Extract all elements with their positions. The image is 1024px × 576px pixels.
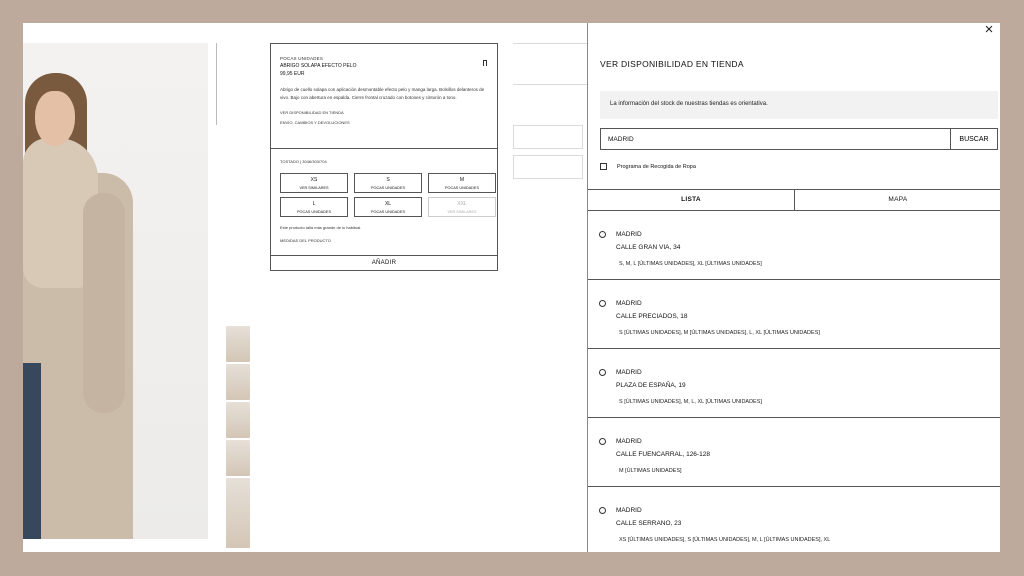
store-address: CALLE GRAN VIA, 34 bbox=[616, 244, 681, 251]
view-tabs bbox=[588, 189, 1000, 211]
store-item[interactable] bbox=[588, 418, 1000, 487]
product-measures-link[interactable]: MEDIDAS DEL PRODUCTO bbox=[280, 238, 331, 243]
size-option[interactable]: S POCAS UNIDADES bbox=[354, 173, 422, 193]
product-name: ABRIGO SOLAPA EFECTO PELO bbox=[280, 63, 357, 69]
bookmark-icon[interactable] bbox=[483, 60, 487, 66]
product-price: 99,95 EUR bbox=[280, 71, 305, 77]
store-sizes: S [ÚLTIMAS UNIDADES], M, L, XL [ÚLTIMAS UNIDADES] bbox=[619, 399, 762, 405]
checkbox-label: Programa de Recogida de Ropa bbox=[617, 163, 696, 170]
size-option[interactable]: XS VER SIMILARES bbox=[280, 173, 348, 193]
stock-notice: La información del stock de nuestras tiendas es orientativa. bbox=[600, 91, 998, 119]
radio-button[interactable] bbox=[599, 300, 606, 307]
thumbnail[interactable] bbox=[226, 440, 250, 476]
store-city: MADRID bbox=[616, 231, 642, 238]
store-item[interactable] bbox=[588, 211, 1000, 280]
store-sizes: M [ÚLTIMAS UNIDADES] bbox=[619, 468, 682, 474]
modal-title: VER DISPONIBILIDAD EN TIENDA bbox=[600, 59, 744, 69]
stock-badge: POCAS UNIDADES bbox=[280, 56, 324, 61]
radio-button[interactable] bbox=[599, 507, 606, 514]
photo-scroll-indicator bbox=[216, 43, 217, 125]
product-page bbox=[23, 23, 1000, 552]
tab-map[interactable]: MAPA bbox=[794, 190, 1000, 210]
product-reference: TOSTADO | 3046/303/704 bbox=[280, 159, 327, 164]
size-option[interactable]: L POCAS UNIDADES bbox=[280, 197, 348, 217]
radio-button[interactable] bbox=[599, 231, 606, 238]
search-input[interactable] bbox=[600, 128, 951, 150]
size-option[interactable]: M POCAS UNIDADES bbox=[428, 173, 496, 193]
clothing-collection-filter[interactable] bbox=[600, 163, 696, 170]
fit-note: Este producto talla más grande de lo habitual. bbox=[280, 225, 362, 230]
close-icon[interactable]: × bbox=[984, 23, 994, 38]
store-list bbox=[588, 211, 1000, 552]
thumbnail-strip bbox=[226, 326, 250, 550]
store-sizes: XS [ÚLTIMAS UNIDADES], S [ÚLTIMAS UNIDADES], M, L [ÚLTIMAS UNIDADES], XL bbox=[619, 537, 831, 543]
radio-button[interactable] bbox=[599, 438, 606, 445]
store-city: MADRID bbox=[616, 369, 642, 376]
checkbox[interactable] bbox=[600, 163, 607, 170]
store-availability-link[interactable]: VER DISPONIBILIDAD EN TIENDA bbox=[280, 110, 344, 115]
store-item[interactable] bbox=[588, 487, 1000, 552]
thumbnail[interactable] bbox=[226, 364, 250, 400]
store-address: CALLE PRECIADOS, 18 bbox=[616, 313, 688, 320]
product-info-panel bbox=[270, 43, 498, 271]
tab-list[interactable]: LISTA bbox=[681, 196, 701, 203]
store-item[interactable] bbox=[588, 349, 1000, 418]
thumbnail[interactable] bbox=[226, 478, 250, 548]
radio-button[interactable] bbox=[599, 369, 606, 376]
store-address: PLAZA DE ESPAÑA, 19 bbox=[616, 382, 686, 389]
store-city: MADRID bbox=[616, 438, 642, 445]
add-to-cart-button[interactable]: AÑADIR bbox=[271, 255, 497, 270]
size-selector bbox=[280, 173, 488, 217]
product-description: Abrigo de cuello solapa con aplicación desmontable efecto pelo y manga larga. Bolsillos delanteros de vivo. Bajo con abertura en espalda. Cierre frontal cruzado con botones y cinturón a tono. bbox=[280, 87, 485, 100]
size-option[interactable]: XXL VER SIMILARES bbox=[428, 197, 496, 217]
product-photo[interactable] bbox=[23, 43, 208, 539]
store-search bbox=[600, 128, 998, 150]
store-city: MADRID bbox=[616, 507, 642, 514]
size-option[interactable]: XL POCAS UNIDADES bbox=[354, 197, 422, 217]
search-button[interactable]: BUSCAR bbox=[951, 128, 998, 150]
store-city: MADRID bbox=[616, 300, 642, 307]
shipping-returns-link[interactable]: ENVÍO, CAMBIOS Y DEVOLUCIONES bbox=[280, 120, 350, 125]
store-sizes: S, M, L [ÚLTIMAS UNIDADES], XL [ÚLTIMAS UNIDADES] bbox=[619, 261, 762, 267]
store-address: CALLE SERRANO, 23 bbox=[616, 520, 682, 527]
thumbnail[interactable] bbox=[226, 326, 250, 362]
store-address: CALLE FUENCARRAL, 126-128 bbox=[616, 451, 710, 458]
thumbnail[interactable] bbox=[226, 402, 250, 438]
store-item[interactable] bbox=[588, 280, 1000, 349]
store-sizes: S [ÚLTIMAS UNIDADES], M [ÚLTIMAS UNIDADES], L, XL [ÚLTIMAS UNIDADES] bbox=[619, 330, 820, 336]
store-availability-modal bbox=[587, 23, 1000, 552]
